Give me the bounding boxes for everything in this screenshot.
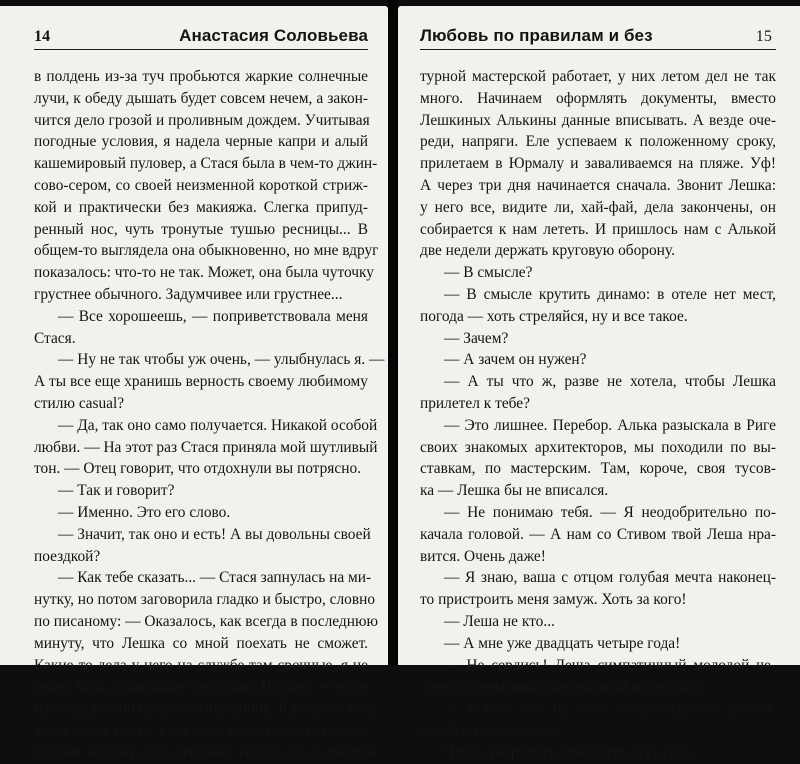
text-line: прилетел к тебе?	[420, 394, 530, 412]
running-head: Анастасия Соловьева	[179, 26, 368, 45]
text-line: ставкам, по мастерским. Там, короче, своя тусов-	[420, 460, 776, 478]
text-line: стилю casual?	[34, 394, 125, 412]
text-line: своих знакомых архитекторов, мы походили по вы-	[420, 438, 776, 456]
text-line: кашемировый пуловер, а Стася была в чем-то джин-	[34, 155, 378, 173]
text-line: — В смысле?	[444, 264, 533, 282]
page-body	[34, 66, 385, 764]
text-line: собирается к нам лететь. И пришлось нам с Алькой	[420, 220, 776, 238]
text-line: — А мне уже двадцать четыре года!	[444, 634, 681, 652]
text-line: — А ты что ж, разве не хотела, чтобы Лешка	[444, 373, 776, 391]
left-page-header	[34, 6, 368, 50]
text-line: тон. — Отец говорит, что отдохнули вы потрясно.	[34, 460, 361, 478]
text-line: — Это лишнее. Перебор. Алька разыскала в Риге	[444, 416, 776, 434]
text-line: же не такое место, куда пипл рванет очертя голову.	[34, 721, 368, 739]
text-line: — Значит, так оно и есть! А вы довольны своей	[58, 525, 371, 543]
text-line: — Не сердись! Леша симпатичный молодой че-	[444, 656, 776, 674]
text-line: качала головой. — А нам со Стивом твой Леша нра-	[420, 525, 776, 543]
text-line: чится дело грозой и проливным дождем. Учитывая	[34, 111, 370, 129]
page-body	[420, 66, 776, 764]
text-line: то пристроить меня замуж. Хоть за кого!	[420, 591, 687, 609]
text-line: кой и практически без макияжа. Слегка припуд-	[34, 198, 368, 216]
text-line: любви. — На этот раз Стася приняла мой шутливый	[34, 438, 378, 456]
text-line: — Леша не кто...	[444, 612, 555, 630]
text-line: совой журналистики.	[420, 721, 560, 739]
text-line: А ты все еще хранишь верность своему любимому	[34, 373, 368, 391]
text-line: нутку, но потом заговорила гладко и быстро, словно	[34, 591, 376, 609]
text-line: погодные условия, я надела черные капри и алый	[34, 133, 368, 151]
text-line: сово-сером, со своей неизменной короткой стриж-	[34, 176, 368, 194]
text-line: — Да, так оно само получается. Никакой особой	[58, 416, 378, 434]
book-gutter	[388, 0, 398, 665]
text-line: вится. Очень даже!	[420, 547, 546, 565]
text-line: — Я знаю, ваша с отцом голубая мечта наконец-	[444, 569, 776, 587]
text-line: реди, напряги. Еле успеваем к положенному сроку,	[420, 133, 776, 151]
text-line: грустнее обычного. Задумчивее или грустнее...	[34, 285, 343, 303]
text-line: наю судорожно искать компаньонов. Юрмала к тому	[34, 700, 379, 718]
text-line: — Все хорошеешь, — поприветствовала меня	[58, 307, 368, 325]
text-line: минуту, что Лешка со мной поехать не сможет.	[34, 634, 368, 652]
text-line: знаю. Мои дальнейшие действия? Ну ясно — начи-	[34, 678, 372, 696]
text-line: — В смысле крутить динамо: в отеле нет мест,	[444, 285, 776, 303]
text-line: показалось: что-то не так. Может, она была чуточку	[34, 264, 374, 282]
text-line: А через три дня начинается сначала. Звонит Лешка:	[420, 176, 776, 194]
text-line: — Зачем?	[444, 329, 509, 347]
text-line: погода — хоть стреляйся, ну и все такое.	[420, 307, 688, 325]
text-line: Короче, нахожу одну девчонку Альку, она в архитек-	[34, 743, 381, 761]
text-line: в полдень из-за туч пробьются жаркие солнечные	[34, 68, 368, 85]
right-page-header	[420, 6, 776, 50]
text-line: — Так и говорит?	[58, 482, 175, 500]
text-line: — Как тебе сказать... — Стася запнулась на ми-	[58, 569, 372, 587]
text-line: — Именно. Это его слово.	[58, 503, 231, 521]
text-line: много. Начинаем оформлять документы, вместо	[420, 89, 776, 107]
right-page	[398, 6, 800, 761]
text-line: общем-то выглядела она обыкновенно, но мне вдруг	[34, 242, 379, 260]
text-line: по писаному: — Оказалось, как всегда в последнюю	[34, 612, 378, 630]
text-line: прилетаем в Юрмалу и заваливаемся на пляже. Уф!	[420, 155, 776, 173]
text-line: две недели держать круговую оборону.	[420, 242, 675, 260]
text-line: — Кстати, нет на свете ничего скучнее финан-	[444, 700, 776, 718]
text-line: Какие-то дела у него на службе там срочные, я не	[34, 656, 368, 674]
left-page	[0, 6, 388, 761]
text-line: Стася.	[34, 329, 76, 347]
page-number: 15	[755, 28, 772, 45]
text-line: ка — Лешка бы не вписался.	[420, 482, 609, 500]
text-line: ренный нос, чуть тронутые тушью ресницы... В	[34, 220, 368, 238]
text-line: турной мастерской работает, у них летом дел не так	[420, 68, 776, 85]
text-line: — А зачем он нужен?	[444, 351, 587, 369]
text-line: ловек и серьезный финансовый журналист.	[420, 678, 705, 696]
text-line: лучи, к обеду дышать будет совсем нечем, а закон-	[34, 89, 368, 107]
text-line: Чтобы разрядить атмосферу, я сказала:	[444, 743, 700, 761]
page-number: 14	[34, 28, 51, 45]
text-line: Лешкиных Алькины данные вписывать. А везде оче-	[420, 111, 776, 129]
text-line: у него все, видите ли, хай-фай, дела закончены, он	[420, 198, 776, 216]
running-head: Любовь по правилам и без	[420, 26, 653, 45]
text-line: — Ну не так чтобы уж очень, — улыбнулась я. —	[58, 351, 385, 369]
text-line: — Не понимаю тебя. — Я неодобрительно по-	[444, 503, 776, 521]
text-line: поездкой?	[34, 547, 101, 565]
